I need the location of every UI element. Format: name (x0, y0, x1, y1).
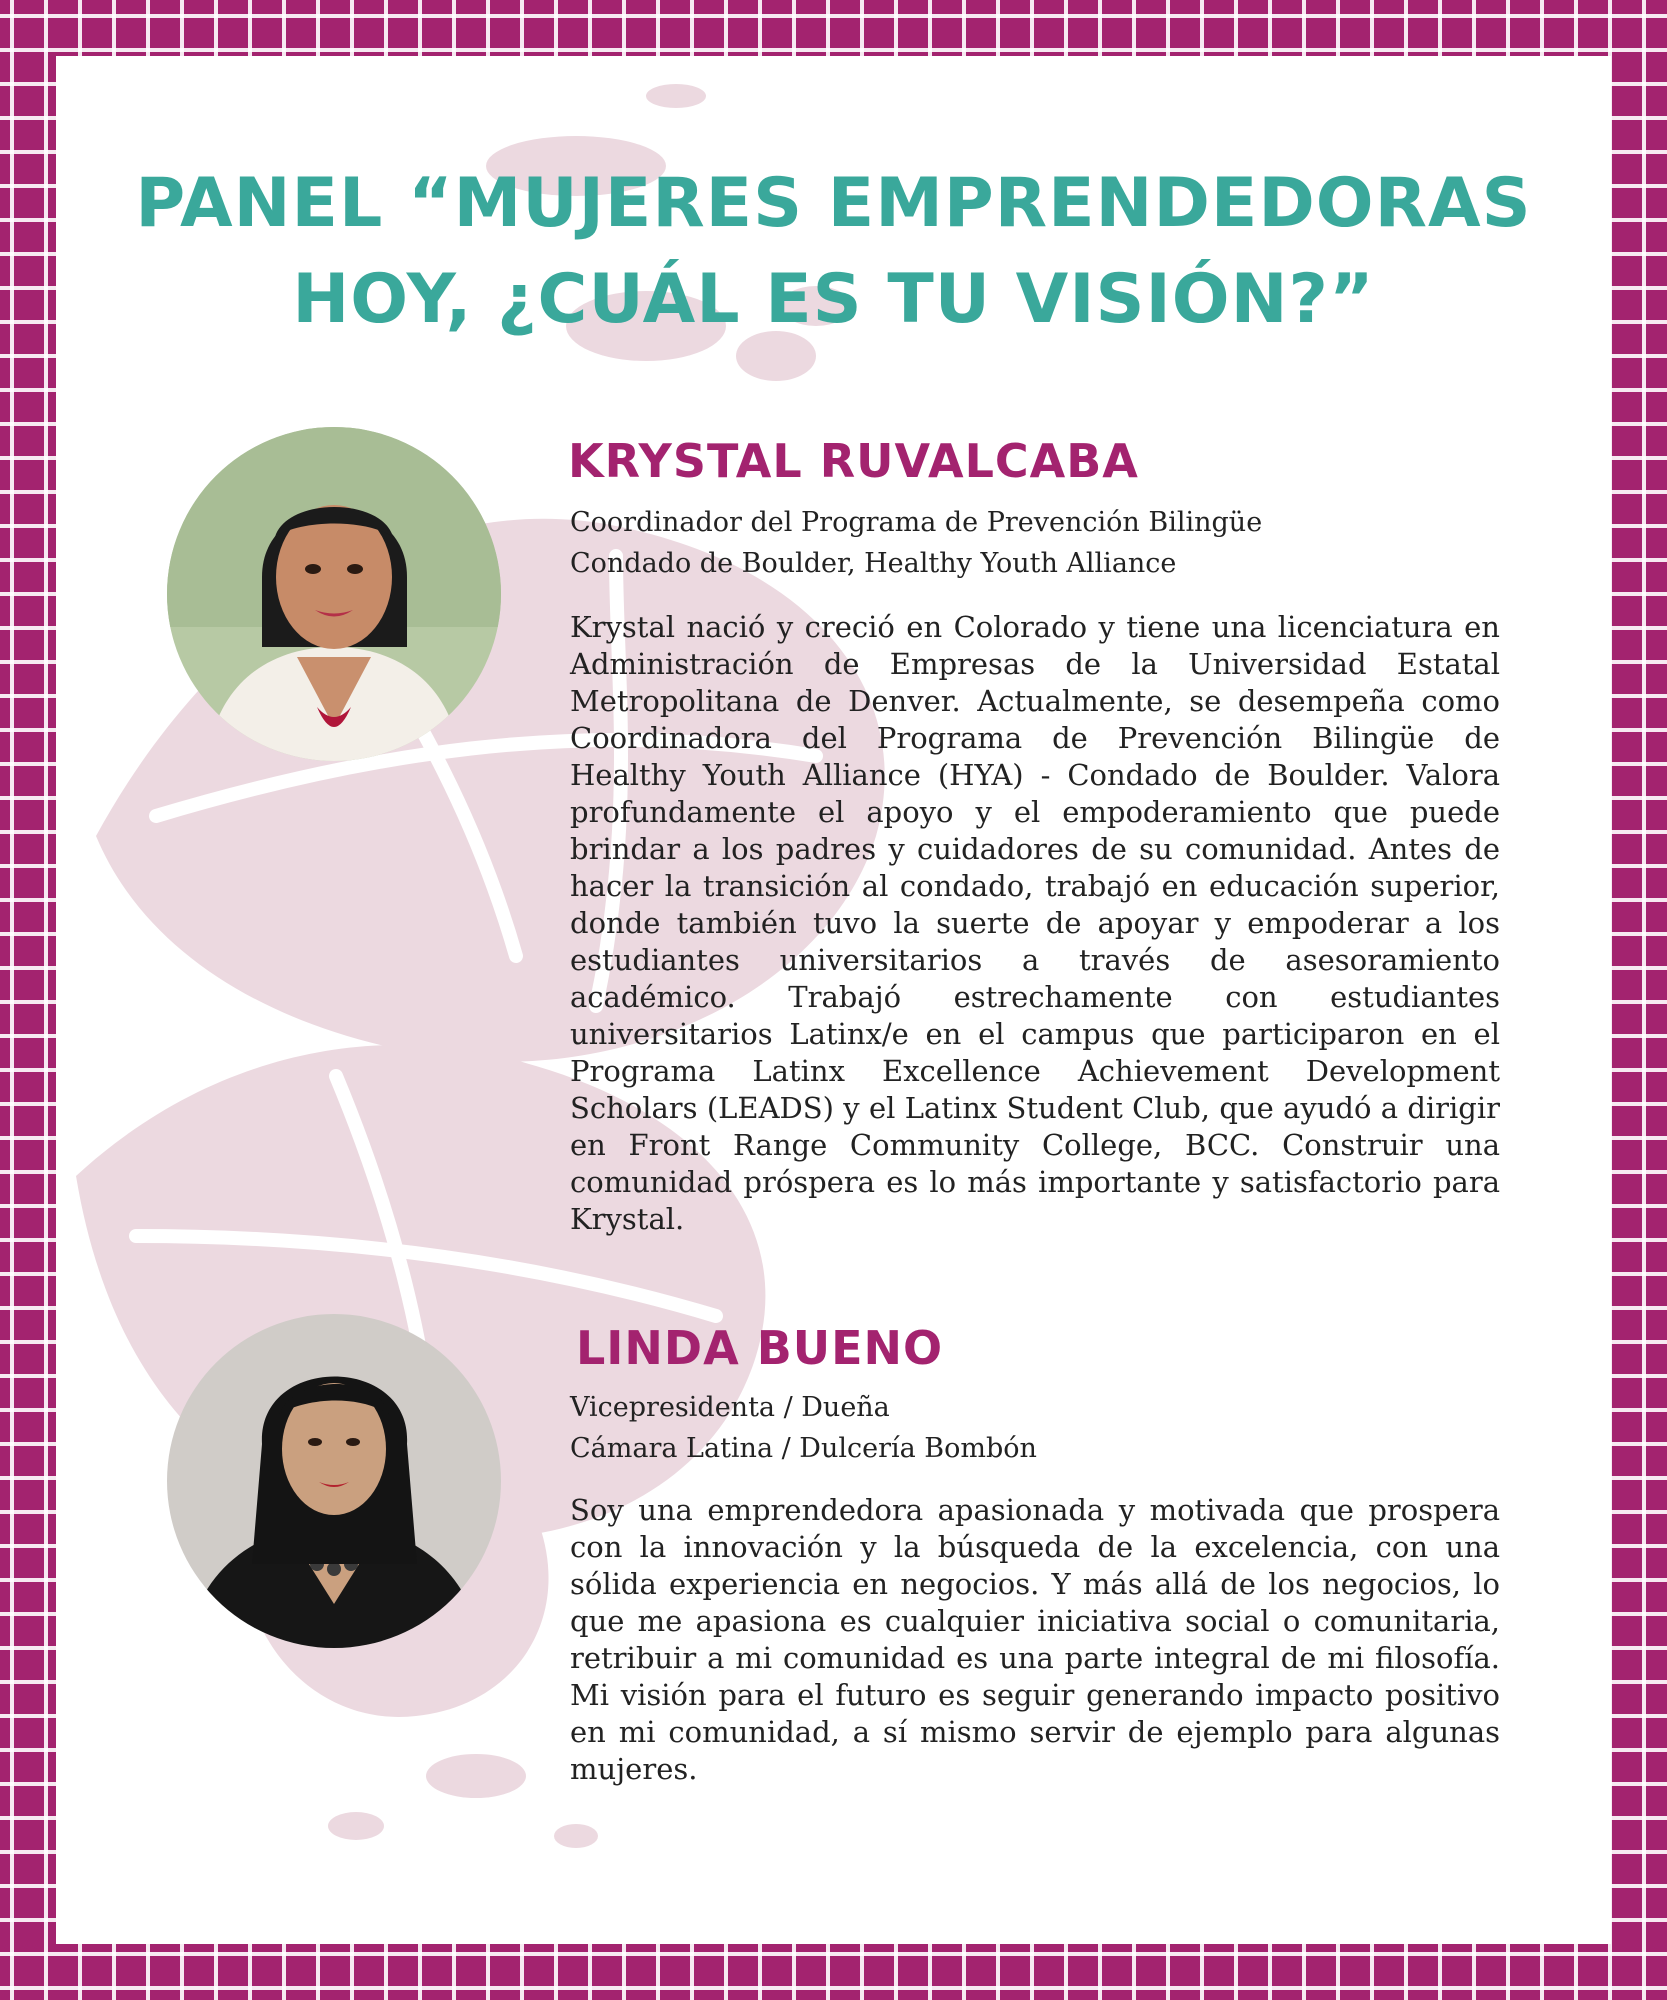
flyer-page (56, 56, 1611, 1944)
speaker-photo-linda (167, 1314, 501, 1648)
speaker-role-line-1: Coordinador del Programa de Prevención Bilingüe (570, 507, 1263, 538)
title-line-2: HOY, ¿CUÁL ES TU VISIÓN?” (292, 260, 1375, 339)
speaker-name: LINDA BUENO (576, 1321, 944, 1375)
panel-title (56, 156, 1611, 348)
speaker-name: KRYSTAL RUVALCABA (568, 434, 1139, 488)
speaker-bio: Krystal nació y creció en Colorado y tiene una licenciatura en Administración de Empresas de la Universidad Estatal Metropolitana de Denver. Actualmente, se desempeña como Coordinadora del Programa de Prevención Bilingüe de Healthy Youth Alliance (HYA) - Condado de Boulder. Valora profundamente el apoyo y el empoderamiento que puede brindar a los padres y cuidadores de su comunidad. Antes de hacer la transición al condado, trabajó en educación superior, donde también tuvo la suerte de apoyar y empoderar a los estudiantes universitarios a través de asesoramiento académico. Trabajó estrechamente con estudiantes universitarios Latinx/e en el campus que participaron en el Programa Latinx Excellence Achievement Development Scholars (LEADS) y el Latinx Student Club, que ayudó a dirigir en Front Range Community College, BCC. Construir una comunidad próspera es lo más importante y satisfactorio para Krystal. (570, 610, 1500, 1236)
speaker-photo-krystal (167, 427, 501, 761)
speaker-bio: Soy una emprendedora apasionada y motivada que prospera con la innovación y la búsqueda de la excelencia, con una sólida experiencia en negocios. Y más allá de los negocios, lo que me apasiona es cualquier iniciativa social o comunitaria, retribuir a mi comunidad es una parte integral de mi filosofía. Mi visión para el futuro es seguir generando impacto positivo en mi comunidad, a sí mismo servir de ejemplo para algunas mujeres. (570, 1493, 1500, 1786)
title-line-1: PANEL “MUJERES EMPRENDEDORAS (135, 164, 1532, 243)
speaker-role-line-2: Cámara Latina / Dulcería Bombón (570, 1433, 1037, 1464)
speaker-role-line-2: Condado de Boulder, Healthy Youth Alliance (570, 548, 1177, 579)
speaker-role-line-1: Vicepresidenta / Dueña (570, 1392, 890, 1423)
